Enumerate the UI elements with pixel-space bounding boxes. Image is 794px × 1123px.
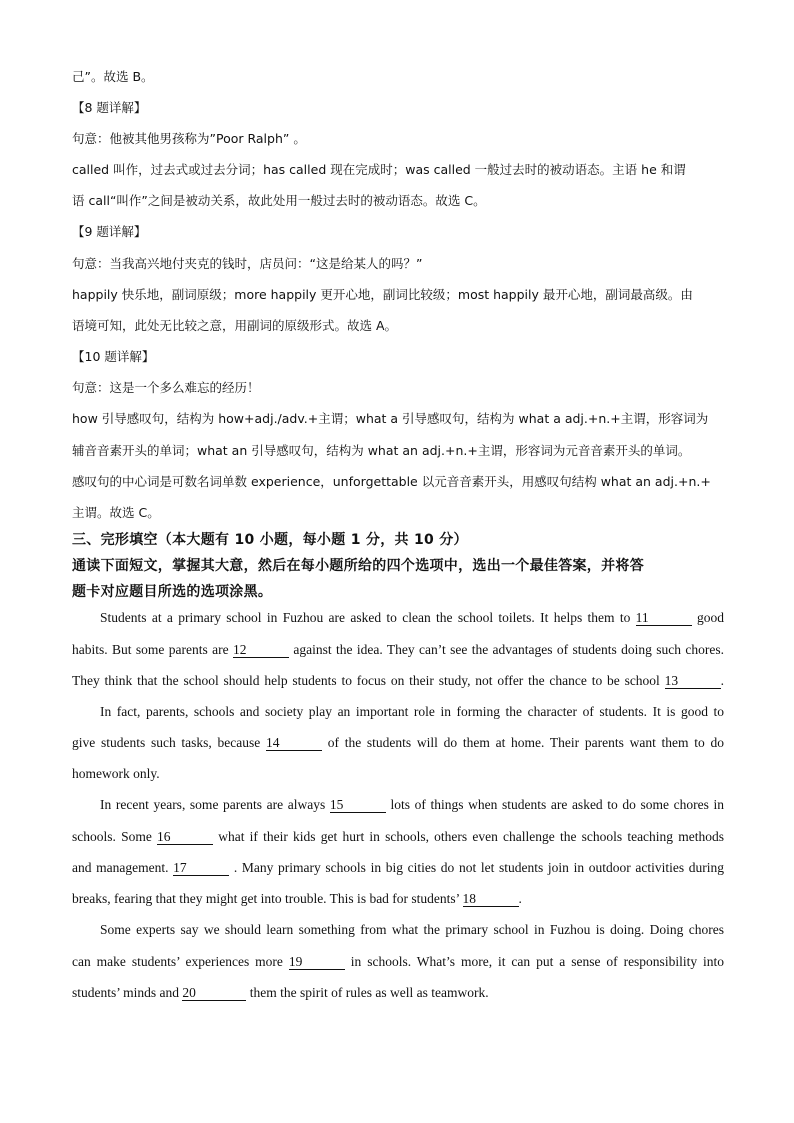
passage-line bbox=[100, 795, 724, 815]
section-title: 三、完形填空（本大题有 10 小题，每小题 1 分，共 10 分） bbox=[72, 532, 468, 548]
passage-text: against the idea. They can’t see the advantages of students doing such chores. bbox=[293, 642, 724, 657]
passage-line bbox=[72, 858, 724, 878]
explanation-line: 语 call“叫作”之间是被动关系，故此处用一般过去时的被动语态。故选 C。 bbox=[72, 193, 486, 208]
passage-text: They think that the school should help students to focus on their study, not offer the chance to be school bbox=[72, 673, 660, 688]
passage-line bbox=[72, 889, 724, 909]
passage-line bbox=[72, 671, 724, 691]
explanation-line: 感叹句的中心词是可数名词单数 experience，unforgettable 以元音音素开头，用感叹句结构 what an adj.+n.+ bbox=[72, 474, 711, 489]
blank-20[interactable]: 20 bbox=[182, 985, 246, 1001]
passage-text: give students such tasks, because bbox=[72, 735, 261, 750]
passage-text: Students at a primary school in Fuzhou are asked to clean the school toilets. It helps them to bbox=[100, 610, 631, 625]
q8-heading: 【8 题详解】 bbox=[72, 100, 147, 115]
passage-text: students’ minds and bbox=[72, 985, 179, 1000]
passage-text: in schools. What’s more, it can put a sense of responsibility into bbox=[350, 954, 724, 969]
passage-text: . bbox=[518, 891, 522, 906]
q9-meaning: 句意：当我高兴地付夹克的钱时，店员问：“这是给某人的吗？” bbox=[72, 256, 423, 271]
passage-text: lots of things when students are asked to do some chores in bbox=[390, 797, 724, 812]
explanation-line: 语境可知，此处无比较之意，用副词的原级形式。故选 A。 bbox=[72, 318, 398, 333]
explanation-line: 辅音音素开头的单词；what an 引导感叹句，结构为 what an adj.+n.+主谓，形容词为元音音素开头的单词。 bbox=[72, 443, 691, 458]
passage-text: breaks, fearing that they might get into trouble. This is bad for students’ bbox=[72, 891, 460, 906]
passage-text: of the students will do them at home. Their parents want them to do bbox=[327, 735, 724, 750]
passage-text: In recent years, some parents are always bbox=[100, 797, 326, 812]
q8-meaning: 句意：他被其他男孩称为”Poor Ralph” 。 bbox=[72, 131, 306, 146]
blank-15[interactable]: 15 bbox=[330, 797, 386, 813]
section-instruction: 题卡对应题目所选的选项涂黑。 bbox=[72, 584, 273, 600]
passage-text: . Many primary schools in big cities do not let students join in outdoor activities during bbox=[233, 860, 724, 875]
blank-19[interactable]: 19 bbox=[289, 954, 345, 970]
blank-14[interactable]: 14 bbox=[266, 735, 322, 751]
passage-text: schools. Some bbox=[72, 829, 152, 844]
passage-line: In fact, parents, schools and society play an important role in forming the character of students. It is good to bbox=[100, 704, 724, 719]
blank-11[interactable]: 11 bbox=[636, 610, 692, 626]
passage-text: them the spirit of rules as well as teamwork. bbox=[249, 985, 489, 1000]
explanation-line: 己”。故选 B。 bbox=[72, 69, 154, 84]
blank-17[interactable]: 17 bbox=[173, 860, 229, 876]
explanation-line: how 引导感叹句，结构为 how+adj./adv.+主谓；what a 引导感叹句，结构为 what a adj.+n.+主谓，形容词为 bbox=[72, 411, 709, 426]
passage-line bbox=[100, 608, 724, 628]
passage-text: what if their kids get hurt in schools, others even challenge the schools teaching methods bbox=[218, 829, 724, 844]
passage-line bbox=[72, 640, 724, 660]
blank-18[interactable]: 18 bbox=[463, 891, 519, 907]
passage-line: homework only. bbox=[72, 766, 160, 781]
passage-line bbox=[72, 733, 724, 753]
explanation-line: 主谓。故选 C。 bbox=[72, 505, 160, 520]
passage-text: good bbox=[697, 610, 724, 625]
passage-text: and management. bbox=[72, 860, 169, 875]
q10-heading: 【10 题详解】 bbox=[72, 349, 155, 364]
passage-text: . bbox=[720, 673, 724, 688]
passage-line bbox=[72, 952, 724, 972]
passage-line: Some experts say we should learn something from what the primary school in Fuzhou is doing. Doing chores bbox=[100, 922, 724, 937]
blank-12[interactable]: 12 bbox=[233, 642, 289, 658]
explanation-line: happily 快乐地，副词原级；more happily 更开心地，副词比较级；most happily 最开心地，副词最高级。由 bbox=[72, 287, 693, 302]
explanation-line: called 叫作，过去式或过去分词；has called 现在完成时；was called 一般过去时的被动语态。主语 he 和谓 bbox=[72, 162, 686, 177]
blank-13[interactable]: 13 bbox=[665, 673, 721, 689]
passage-line bbox=[72, 827, 724, 847]
passage-text: habits. But some parents are bbox=[72, 642, 229, 657]
passage-line bbox=[72, 983, 724, 1003]
section-instruction: 通读下面短文，掌握其大意，然后在每小题所给的四个选项中，选出一个最佳答案，并将答 bbox=[72, 558, 644, 574]
passage-text: can make students’ experiences more bbox=[72, 954, 283, 969]
blank-16[interactable]: 16 bbox=[157, 829, 213, 845]
q9-heading: 【9 题详解】 bbox=[72, 224, 147, 239]
q10-meaning: 句意：这是一个多么难忘的经历！ bbox=[72, 380, 260, 395]
